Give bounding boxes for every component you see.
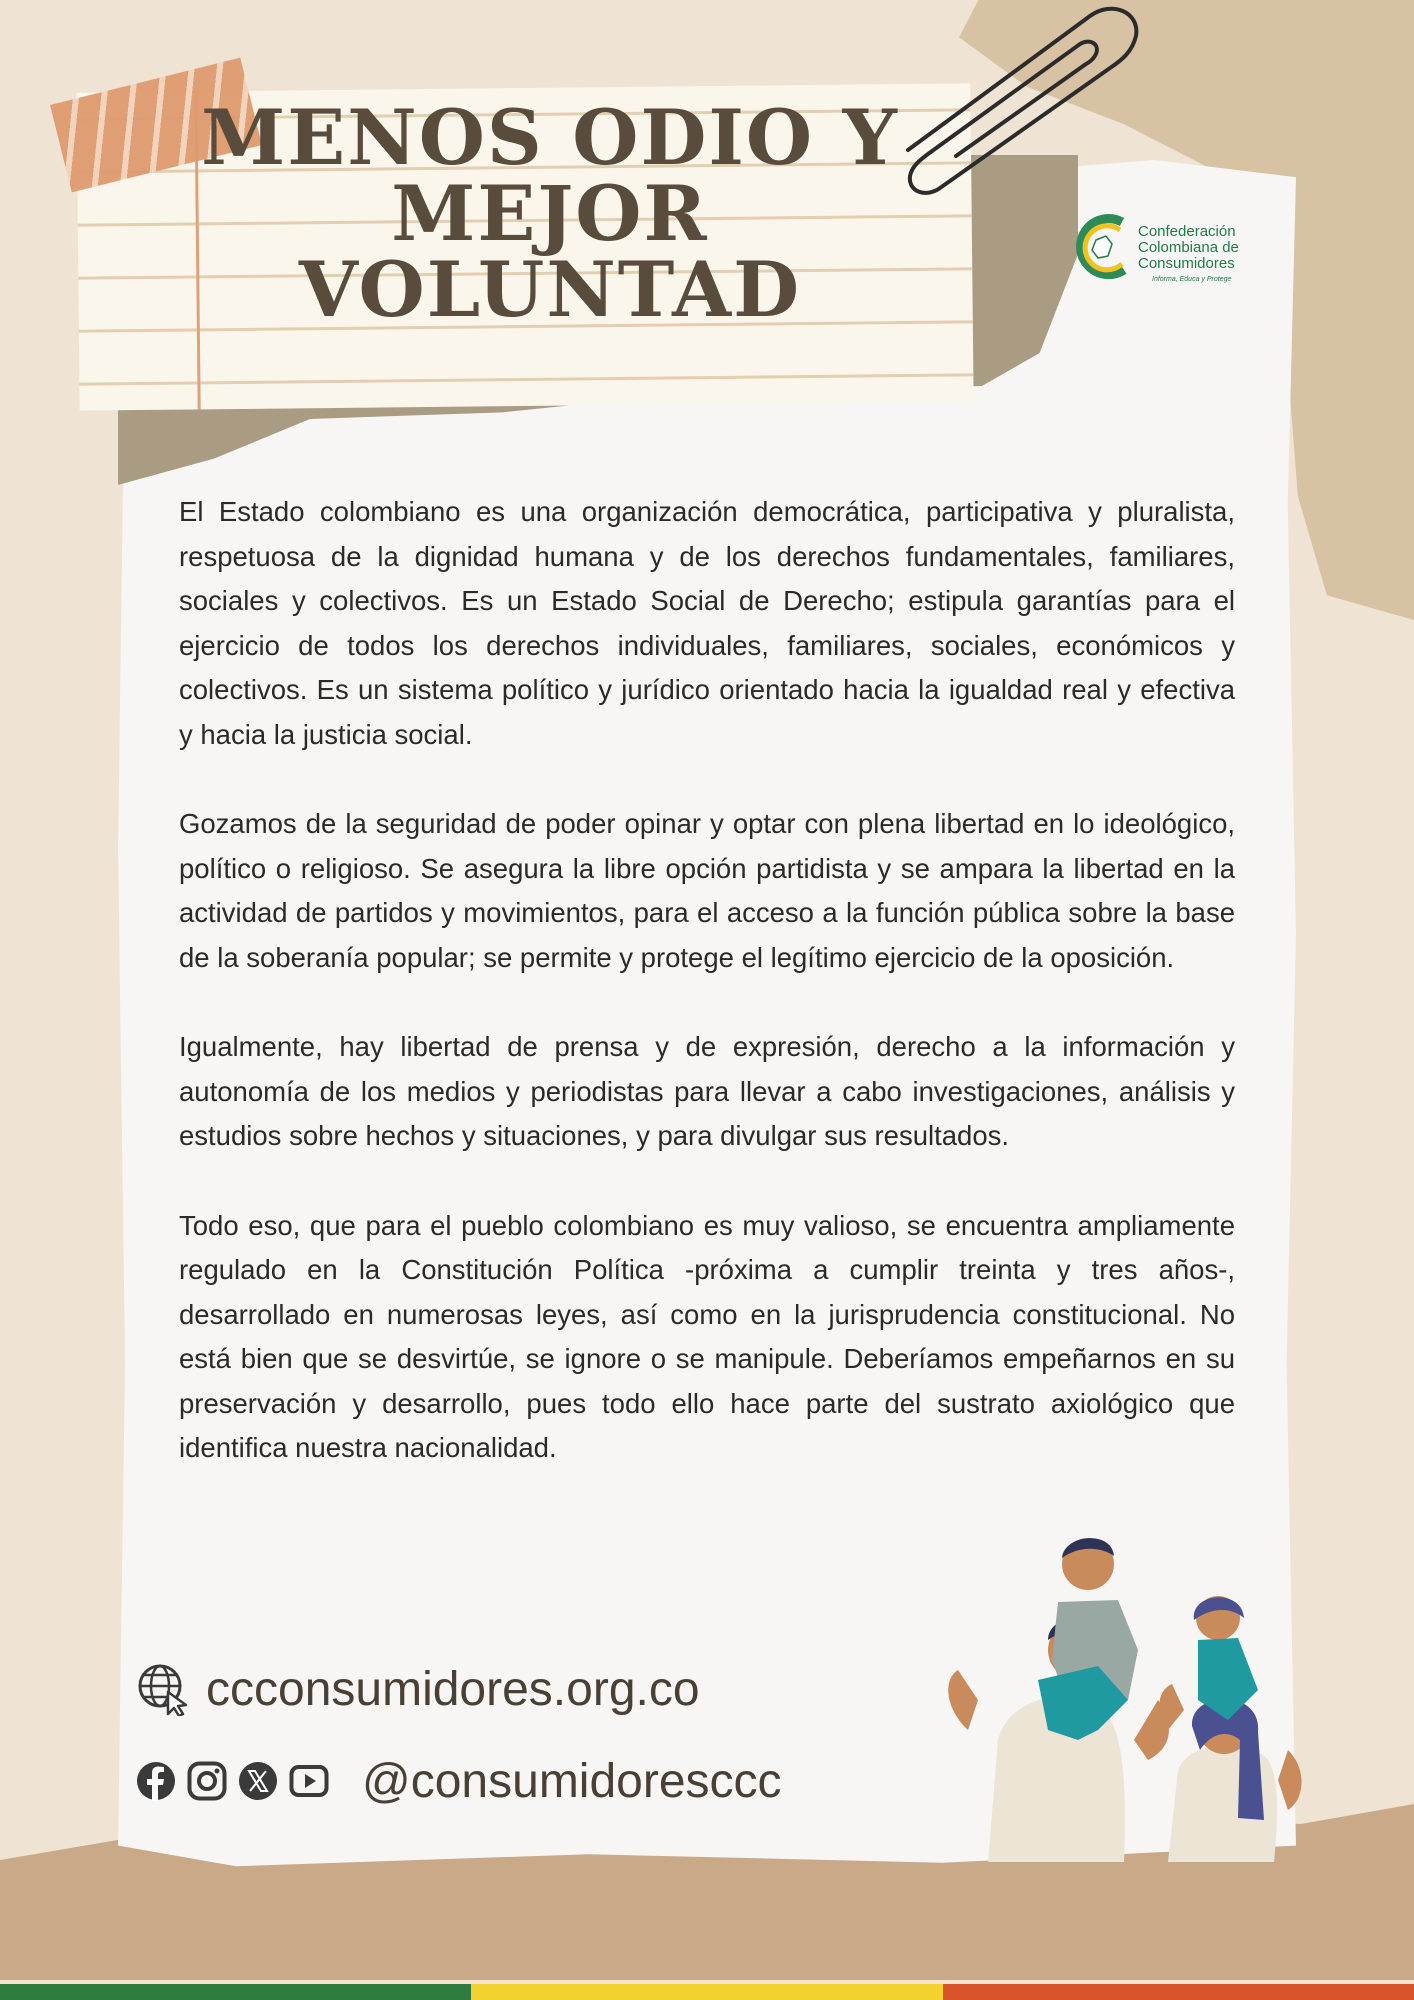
website-link[interactable]: ccconsumidores.org.co — [206, 1662, 700, 1716]
logo-line-1: Confederación — [1138, 223, 1236, 240]
x-icon[interactable] — [238, 1761, 278, 1801]
social-handle[interactable]: @consumidoresccc — [362, 1754, 782, 1808]
logo-text — [1138, 224, 1258, 272]
flag-green — [0, 1984, 471, 2000]
title-line-1: MENOS ODIO Y — [201, 93, 899, 182]
paragraph: Todo eso, que para el pueblo colombiano es muy valioso, se encuentra ampliamente regulado en la Constitución Política -próxima a cumplir treinta y tres años-, desarrollado en numerosas leyes, así como en la jurisprudencia constitucional. No está bien que se desvirtúe, se ignore o se manipule. Deberíamos empeñarnos en su preservación y desarrollo, pues todo ello hace parte del sustrato axiológico que identifica nuestra nacionalidad. — [179, 1209, 1235, 1464]
flag-red — [943, 1984, 1414, 2000]
website-row[interactable] — [136, 1654, 700, 1724]
logo-line-2: Colombiana de — [1138, 239, 1239, 256]
title-line-3: VOLUNTAD — [298, 245, 802, 334]
flag-yellow — [471, 1984, 942, 2000]
youtube-icon[interactable] — [289, 1761, 329, 1801]
logo — [1072, 210, 1258, 290]
family-illustration — [928, 1500, 1336, 1862]
paragraph: El Estado colombiano es una organización democrática, participativa y pluralista, respetuosa de la dignidad humana y de los derechos fundamentales, familiares, sociales y colectivos. Es un Estado Social de Derecho; estipula garantías para el ejercicio de todos los derechos individuales, familiares, sociales, económicos y colectivos. Es un sistema político y jurídico orientado hacia la igualdad real y efectiva y hacia la justicia social. — [179, 496, 1235, 750]
logo-tagline: Informa, Educa y Protege — [1152, 276, 1232, 283]
paragraph: Gozamos de la seguridad de poder opinar y optar con plena libertad en lo ideológico, político o religioso. Se asegura la libre opción partidista y se ampara la libertad en la actividad de partidos y movimientos, para el acceso a la función pública sobre la base de la soberanía popular; se permite y protege el legítimo ejercicio de la oposición. — [179, 808, 1235, 973]
paragraph: Igualmente, hay libertad de prensa y de expresión, derecho a la información y autonomía de los medios y periodistas para llevar a cabo investigaciones, análisis y estudios sobre hechos y situaciones, y para divulgar sus resultados. — [179, 1031, 1235, 1152]
social-row — [136, 1746, 782, 1816]
logo-mark-icon — [1072, 210, 1138, 282]
logo-line-3: Consumidores — [1138, 255, 1235, 272]
facebook-icon[interactable] — [136, 1761, 176, 1801]
instagram-icon[interactable] — [187, 1761, 227, 1801]
article-body — [179, 490, 1235, 1516]
globe-icon — [136, 1662, 190, 1716]
page-title — [160, 93, 940, 334]
title-line-2: MEJOR — [391, 169, 709, 258]
paperclip-icon — [900, 0, 1160, 210]
colombian-flag-stripe — [0, 1984, 1414, 2000]
